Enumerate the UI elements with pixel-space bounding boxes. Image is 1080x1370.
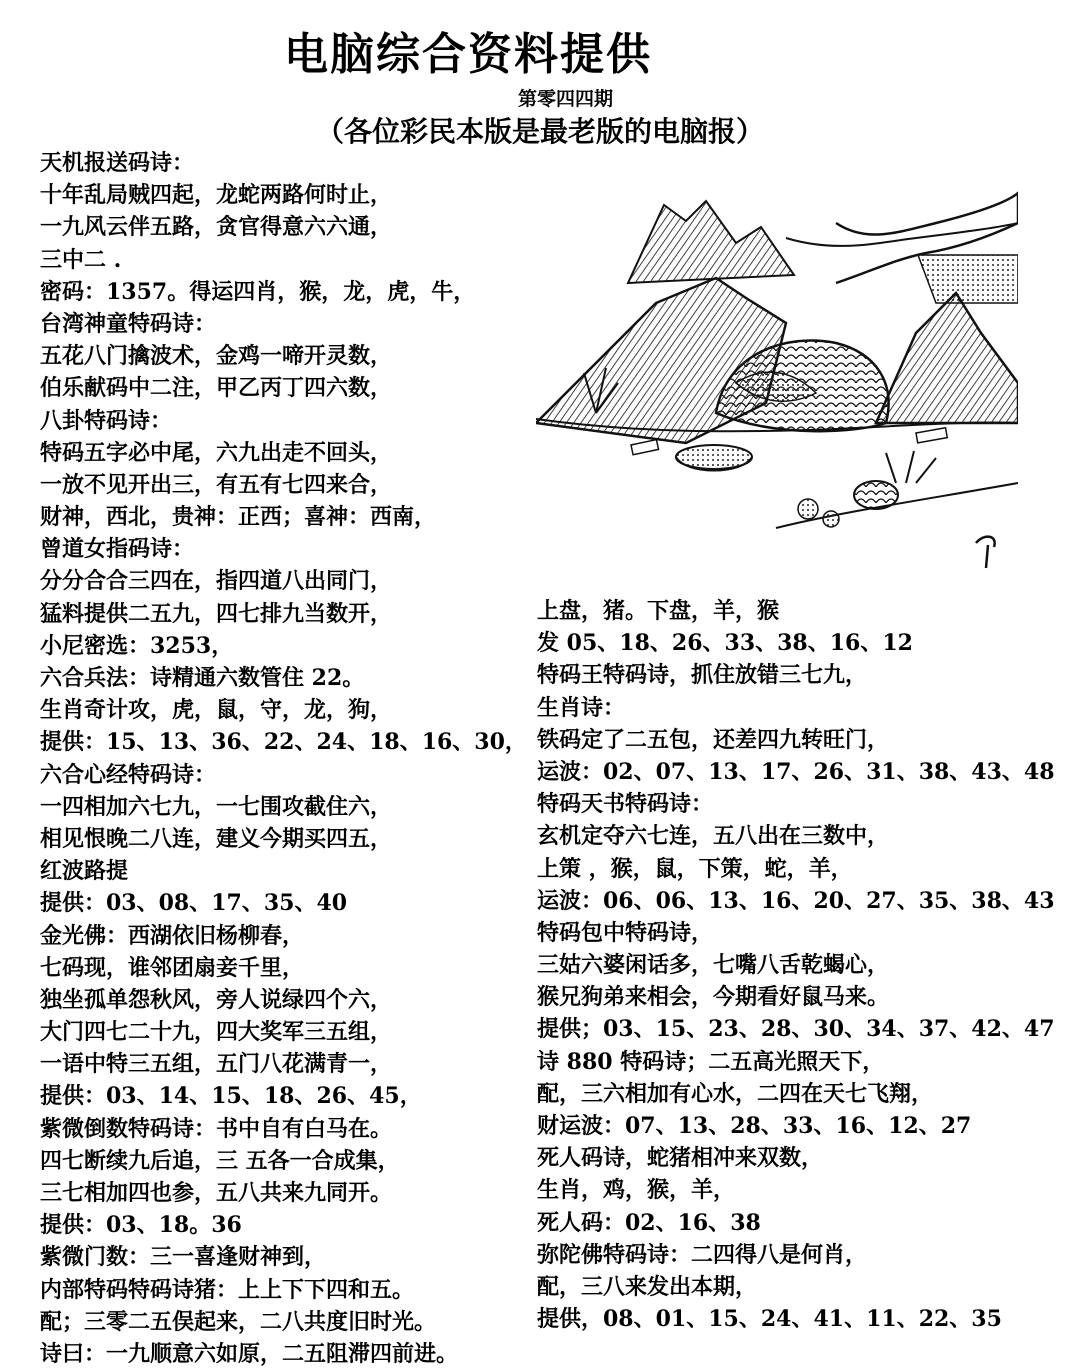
left-column-line: 曾道女指码诗： [40,536,195,563]
left-column-line: 一四相加六七九，一七围攻截住六， [40,793,393,820]
right-column-line: 财运波：07、13、28、33、16、12、27 [537,1113,972,1139]
right-column-line: 配，三六相加有心水，二四在天七飞翔， [537,1080,934,1107]
left-column-line: 红波路提 [40,858,129,885]
left-column-line: 密码：1357。得运四肖，猴，龙，虎，牛， [40,278,476,305]
right-column-line: 上策 ，猴，鼠，下策，蛇，羊， [537,855,853,882]
page-title: 电脑综合资料提供 [284,29,652,80]
left-column-line: 提供：03、08、17、35、40 [40,890,348,917]
right-column-line: 提供，08、01、15、24、41、11、22、35 [537,1306,1002,1333]
left-column-line: 提供：03、14、15、18、26、45， [40,1083,422,1110]
right-column-line: 特码王特码诗，抓住放错三七九， [537,662,868,689]
left-column-line: 小尼密选：3253， [40,632,234,659]
left-column-line: 台湾神童特码诗： [40,310,217,337]
left-column-line: 配；三零二五俣起来，二八共度旧时光。 [40,1308,437,1335]
right-column-line: 生肖，鸡，猴，羊， [537,1177,736,1204]
right-column-line: 发 05、18、26、33、38、16、12 [537,630,913,657]
right-column-line: 运波：02、07、13、17、26、31、38、43、48 [537,758,1055,785]
left-column-line: 四七断续九后追，三 五各一合成集， [40,1147,400,1174]
left-column-line: 提供：03、18。36 [40,1212,242,1239]
left-column-line: 六合兵法：诗精通六数管住 22。 [40,665,365,691]
left-column-line: 八卦特码诗： [40,407,173,434]
left-column-line: 伯乐献码中二注，甲乙丙丁四六数， [40,375,393,402]
right-column-line: 死人码诗，蛇猪相冲来双数， [537,1145,824,1172]
left-column-line: 财神，西北，贵神：正西；喜神：西南， [40,504,437,531]
right-column-line: 特码天书特码诗： [537,791,714,818]
left-text-column [40,147,527,1370]
right-text-column [537,595,1057,1335]
left-column-line: 一语中特三五组，五门八花满青一， [40,1051,393,1078]
left-column-line: 三七相加四也参，五八共来九同开。 [40,1180,393,1206]
left-column-line: 六合心经特码诗： [40,761,217,788]
left-column-line: 十年乱局贼四起，龙蛇两路何时止， [40,182,393,209]
left-column-line: 诗曰：一九顺意六如原，二五阻滞四前进。 [40,1340,459,1367]
right-column-line: 提供；03、15、23、28、30、34、37、42、47 [537,1016,1055,1043]
right-column-line: 生肖诗： [537,694,626,721]
page-subtitle: （各位彩民本版是最老版的电脑报） [315,115,764,148]
right-column-line: 死人码：02、16、38 [537,1209,761,1236]
right-column-line: 运波：06、06、13、16、20、27、35、38、43 [537,887,1055,914]
left-column-line: 内部特码特码诗猪：上上下下四和五。 [40,1276,415,1303]
left-column-line: 天机报送码诗： [40,150,195,176]
left-column-line: 五花八门擒波术，金鸡一啼开灵数， [40,343,393,370]
left-column-line: 生肖奇计攻，虎，鼠，守，龙，狗， [40,697,393,724]
left-column-line: 紫微门数：三一喜逢财神到， [40,1244,327,1271]
left-column-line: 一放不见开出三，有五有七四来合， [40,471,393,498]
right-column-line: 猴兄狗弟来相会，今期看好鼠马来。 [537,984,890,1011]
right-column-line: 诗 880 特码诗；二五高光照天下， [537,1048,885,1075]
right-column-line: 三姑六婆闲话多，七嘴八舌乾蝎心， [537,952,890,979]
right-column-line: 配，三八来发出本期， [537,1273,758,1300]
left-column-line: 分分合合三四在，指四道八出同门， [40,568,393,595]
left-column-line: 紫微倒数特码诗：书中自有白马在。 [40,1115,393,1142]
right-column-line: 弥陀佛特码诗：二四得八是何肖， [537,1241,868,1268]
left-column-line: 一九风云伴五路，贪官得意六六通， [40,214,393,241]
left-column-line: 独坐孤单怨秋风，旁人说绿四个六， [40,986,393,1013]
left-column-line: 猛料提供二五九，四七排九当数开， [40,600,393,627]
right-column-line: 特码包中特码诗， [537,919,714,946]
left-column-line: 七码现，谁邻团扇妾千里， [40,954,305,981]
left-column-line: 相见恨晚二八连，建义今期买四五， [40,825,393,852]
left-column-line: 三中二 . [40,246,122,273]
left-column-line: 提供：15、13、36、22、24、18、16、30， [40,729,527,756]
right-column-line: 玄机定夺六七连，五八出在三数中， [537,823,890,850]
left-column-line: 金光佛：西湖依旧杨柳春， [40,922,305,949]
right-column-line: 上盘，猪。下盘，羊，猴 [537,598,780,624]
landscape-sketch-icon [536,183,1018,575]
issue-number: 第零四四期 [518,88,614,110]
right-column-line: 铁码定了二五包，还差四九转旺门， [537,726,890,753]
left-column-line: 大门四七二十九，四大奖军三五组， [40,1019,393,1046]
left-column-line: 特码五字必中尾，六九出走不回头， [40,439,393,466]
